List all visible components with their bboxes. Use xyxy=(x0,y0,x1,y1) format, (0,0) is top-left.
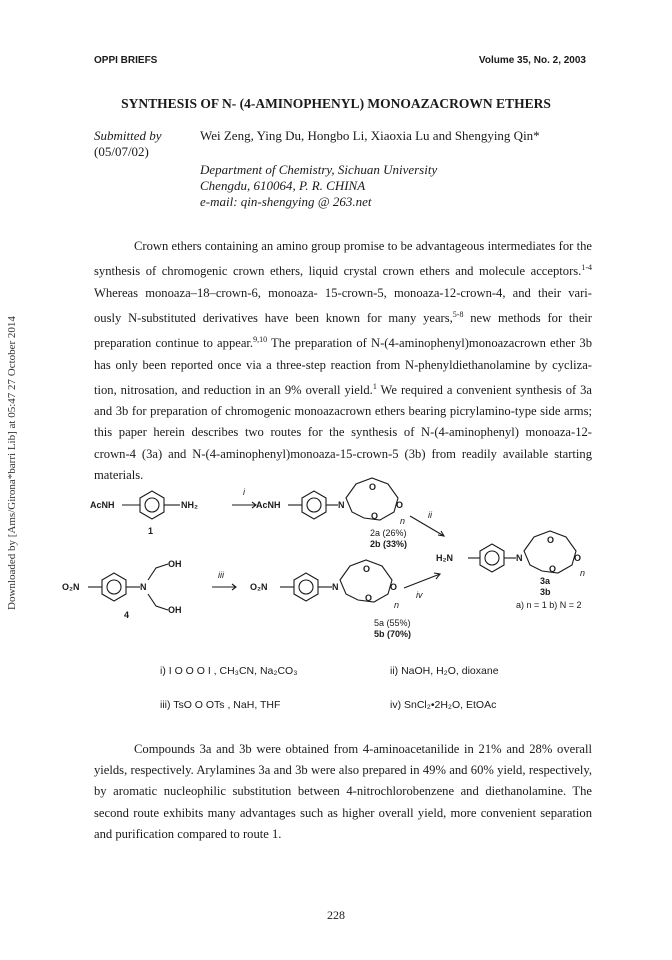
oh-label-1: OH xyxy=(168,559,182,569)
n-index-3: n xyxy=(580,568,586,578)
intro-paragraph xyxy=(94,236,592,486)
condition-iv: iv) SnCl₂•2H₂O, EtOAc xyxy=(390,699,497,711)
compound-2a-label: 2a (26%) xyxy=(370,528,407,538)
o-atom-5a: O xyxy=(363,564,371,574)
oh-label-2: OH xyxy=(168,605,182,615)
text-line: arms; this paper herein describes two routes for the synthesis of N-(4-aminophenyl) monoaza-12- xyxy=(94,404,592,440)
o-atom-5c: O xyxy=(365,593,373,603)
acnh-label-1: AcNH xyxy=(90,500,115,510)
condition-ii: ii) NaOH, H₂O, dioxane xyxy=(390,665,499,677)
compound-4-label: 4 xyxy=(124,610,130,620)
n-atom-2: N xyxy=(338,500,345,510)
benzene-ring-2 xyxy=(302,491,326,519)
benzene-ring-3 xyxy=(480,544,504,572)
text-line: The preparation of N-(4-aminophenyl)monoazacrown ether 3b xyxy=(271,336,592,351)
text-line: crown-4 (3a) and N-(4-aminophenyl)monoaza-15-crown-5 (3b) from readily available starting xyxy=(94,446,592,461)
condition-iii: iii) TsO O OTs , NaH, THF xyxy=(160,699,281,711)
text-line: new methods for their xyxy=(470,310,592,325)
reaction-scheme xyxy=(60,468,620,718)
o-atom-5b: O xyxy=(390,582,398,592)
author-list: Wei Zeng, Ying Du, Hongbo Li, Xiaoxia Lu and Shengying Qin* xyxy=(200,128,540,143)
substituent-legend: a) n = 1 b) N = 2 xyxy=(516,600,582,610)
step-i-label: i xyxy=(243,487,245,497)
o-atom-2b: O xyxy=(396,500,404,510)
submitted-label: Submitted by xyxy=(94,128,162,143)
compound-1-label: 1 xyxy=(148,526,154,536)
o-atom-2c: O xyxy=(371,511,379,521)
o-atom-2a: O xyxy=(369,482,377,492)
download-watermark: Downloaded by [Ams/Girona*barri Lib] at 05:47 27 October 2014 xyxy=(6,316,18,610)
text-line: Whereas monoaza–18–crown-6, monoaza- 15-crown-5, monoaza-12-crown-4, and their vari- xyxy=(94,285,592,300)
o2n-label-4: O₂N xyxy=(62,582,80,592)
results-paragraph xyxy=(94,739,592,845)
step-ii-label: ii xyxy=(428,510,432,520)
results-text: Compounds 3a and 3b were obtained from 4-aminoacetanilide in 21% and 28% overall yields, respectively. Arylamines 3a and 3b were also prepared in 49% and 60% yield, respectively, by aromatic nucleophilic substitution between 4-nitrochlorobenzene and diethanolamine. The second route exhibits many advantages such as higher overall yield, more convenient separation and purification compared to route 1. xyxy=(94,742,592,841)
text-line: tion, nitrosation, and reduction in an 9% overall yield. xyxy=(94,382,373,397)
text-line: materials. xyxy=(94,467,144,482)
citation: 9,10 xyxy=(253,335,268,345)
condition-i: i) I O O O I , CH₃CN, Na₂CO₃ xyxy=(160,665,298,677)
nh2-label: NH₂ xyxy=(181,500,198,510)
text-line: preparation continue to appear. xyxy=(94,336,254,351)
n-index-5: n xyxy=(394,600,400,610)
text-line: ously N-substituted derivatives have been known for many years, xyxy=(94,310,453,325)
benzene-ring-5 xyxy=(294,573,318,601)
text-line: Crown ethers containing an amino group promise to be advantageous intermediates for xyxy=(134,239,574,253)
o2n-label-5: O₂N xyxy=(250,582,268,592)
volume-info: Volume 35, No. 2, 2003 xyxy=(478,55,586,66)
benzene-ring-4 xyxy=(102,573,126,601)
o-atom-3a: O xyxy=(547,535,555,545)
compound-2b-label: 2b (33%) xyxy=(370,539,408,549)
benzene-ring-1 xyxy=(140,491,164,519)
acnh-label-2: AcNH xyxy=(256,500,281,510)
compound-5b-label: 5b (70%) xyxy=(374,629,412,639)
o-atom-3c: O xyxy=(549,564,557,574)
n-atom-4: N xyxy=(140,582,147,592)
department: Department of Chemistry, Sichuan University xyxy=(200,162,438,177)
step-iii-label: iii xyxy=(218,570,224,580)
o-atom-3b: O xyxy=(574,553,582,563)
citation: 5-8 xyxy=(452,309,464,319)
n-atom-5: N xyxy=(332,582,339,592)
step-iv-label: iv xyxy=(416,590,423,600)
n-atom-3: N xyxy=(516,553,523,563)
text-line: We required a convenient synthesis of 3a xyxy=(380,382,593,397)
compound-5a-label: 5a (55%) xyxy=(374,618,411,628)
compound-3b-label: 3b xyxy=(540,587,551,597)
journal-section: OPPI BRIEFS xyxy=(94,55,158,66)
h2n-label: H₂N xyxy=(436,553,453,563)
text-line: has only been reported once via a three-step reaction from N-phenyldiethanolamine by cycliza- xyxy=(94,357,592,372)
city: Chengdu, 610064, P. R. CHINA xyxy=(200,178,366,193)
arrow-iv xyxy=(404,574,440,588)
compound-3a-label: 3a xyxy=(540,576,551,586)
article-title: SYNTHESIS OF N- (4-AMINOPHENYL) MONOAZACROWN ETHERS xyxy=(121,96,551,111)
arrow-ii xyxy=(410,516,444,536)
text-line: and 3b for preparation of chromogenic monoazacrown ethers bearing picrylamino-type side xyxy=(94,404,561,419)
n-index-2: n xyxy=(400,516,406,526)
page-number: 228 xyxy=(327,908,345,922)
text-line: the synthesis of chromogenic crown ethers, liquid crystal crown ethers and molecule acceptors. xyxy=(94,239,592,279)
email: e-mail: qin-shengying @ 263.net xyxy=(200,194,372,209)
submission-date: (05/07/02) xyxy=(94,144,149,159)
citation: 1 xyxy=(372,381,377,391)
citation: 1-4 xyxy=(581,263,592,273)
